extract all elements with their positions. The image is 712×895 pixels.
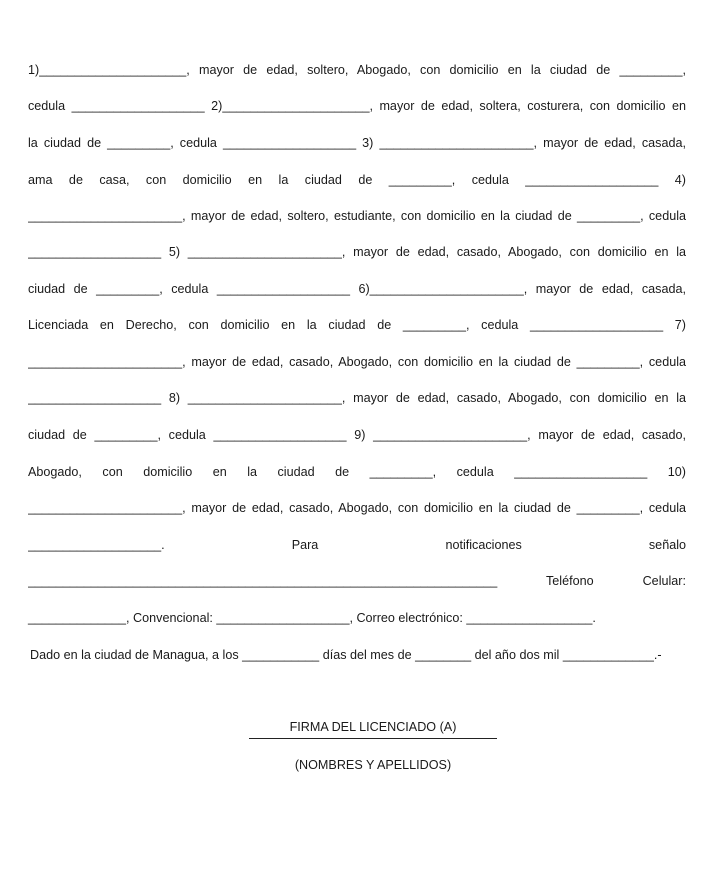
paragraph-line-8: Licenciada en Derecho, con domicilio en la ciudad de _________, cedula ___________________ 7) — [28, 318, 686, 332]
paragraph-line-13: ______________________, mayor de edad, casado, Abogado, con domicilio en la ciudad de _________, cedula — [28, 501, 686, 515]
paragraph-line-15: ___________________________________________________________________ Teléfono Celular: — [28, 574, 686, 588]
paragraph-line-16: ______________, Convencional: ___________________, Correo electrónico: __________________. — [28, 611, 596, 625]
signature-title: FIRMA DEL LICENCIADO (A) — [249, 718, 497, 739]
paragraph-line-2: cedula ___________________ 2)_____________________, mayor de edad, soltera, costurera, con domicilio en — [28, 99, 686, 113]
paragraph-line-12: Abogado, con domicilio en la ciudad de _________, cedula ___________________ 10) — [28, 465, 686, 479]
paragraph-line-4: ama de casa, con domicilio en la ciudad de _________, cedula ___________________ 4) — [28, 173, 686, 187]
paragraph-line-9: ______________________, mayor de edad, casado, Abogado, con domicilio en la ciudad de _________, cedula — [28, 355, 686, 369]
paragraph-line-6: ___________________ 5) ______________________, mayor de edad, casado, Abogado, con domicilio en la — [28, 245, 686, 259]
date-line: Dado en la ciudad de Managua, a los ___________ días del mes de ________ del año dos mil _____________.- — [30, 648, 662, 662]
paragraph-line-11: ciudad de _________, cedula ___________________ 9) ______________________, mayor de edad, casado, — [28, 428, 686, 442]
paragraph-line-10: ___________________ 8) ______________________, mayor de edad, casado, Abogado, con domicilio en la — [28, 391, 686, 405]
paragraph-line-5: ______________________, mayor de edad, soltero, estudiante, con domicilio en la ciudad de _________, cedula — [28, 209, 686, 223]
signature-subtitle: (NOMBRES Y APELLIDOS) — [294, 758, 452, 772]
paragraph-line-1: 1)_____________________, mayor de edad, soltero, Abogado, con domicilio en la ciudad de _________, — [28, 63, 686, 77]
paragraph-line-14: ___________________. Para notificaciones señalo — [28, 538, 686, 552]
paragraph-line-7: ciudad de _________, cedula ___________________ 6)______________________, mayor de edad, casada, — [28, 282, 686, 296]
paragraph-line-3: la ciudad de _________, cedula ___________________ 3) ______________________, mayor de edad, casada, — [28, 136, 686, 150]
